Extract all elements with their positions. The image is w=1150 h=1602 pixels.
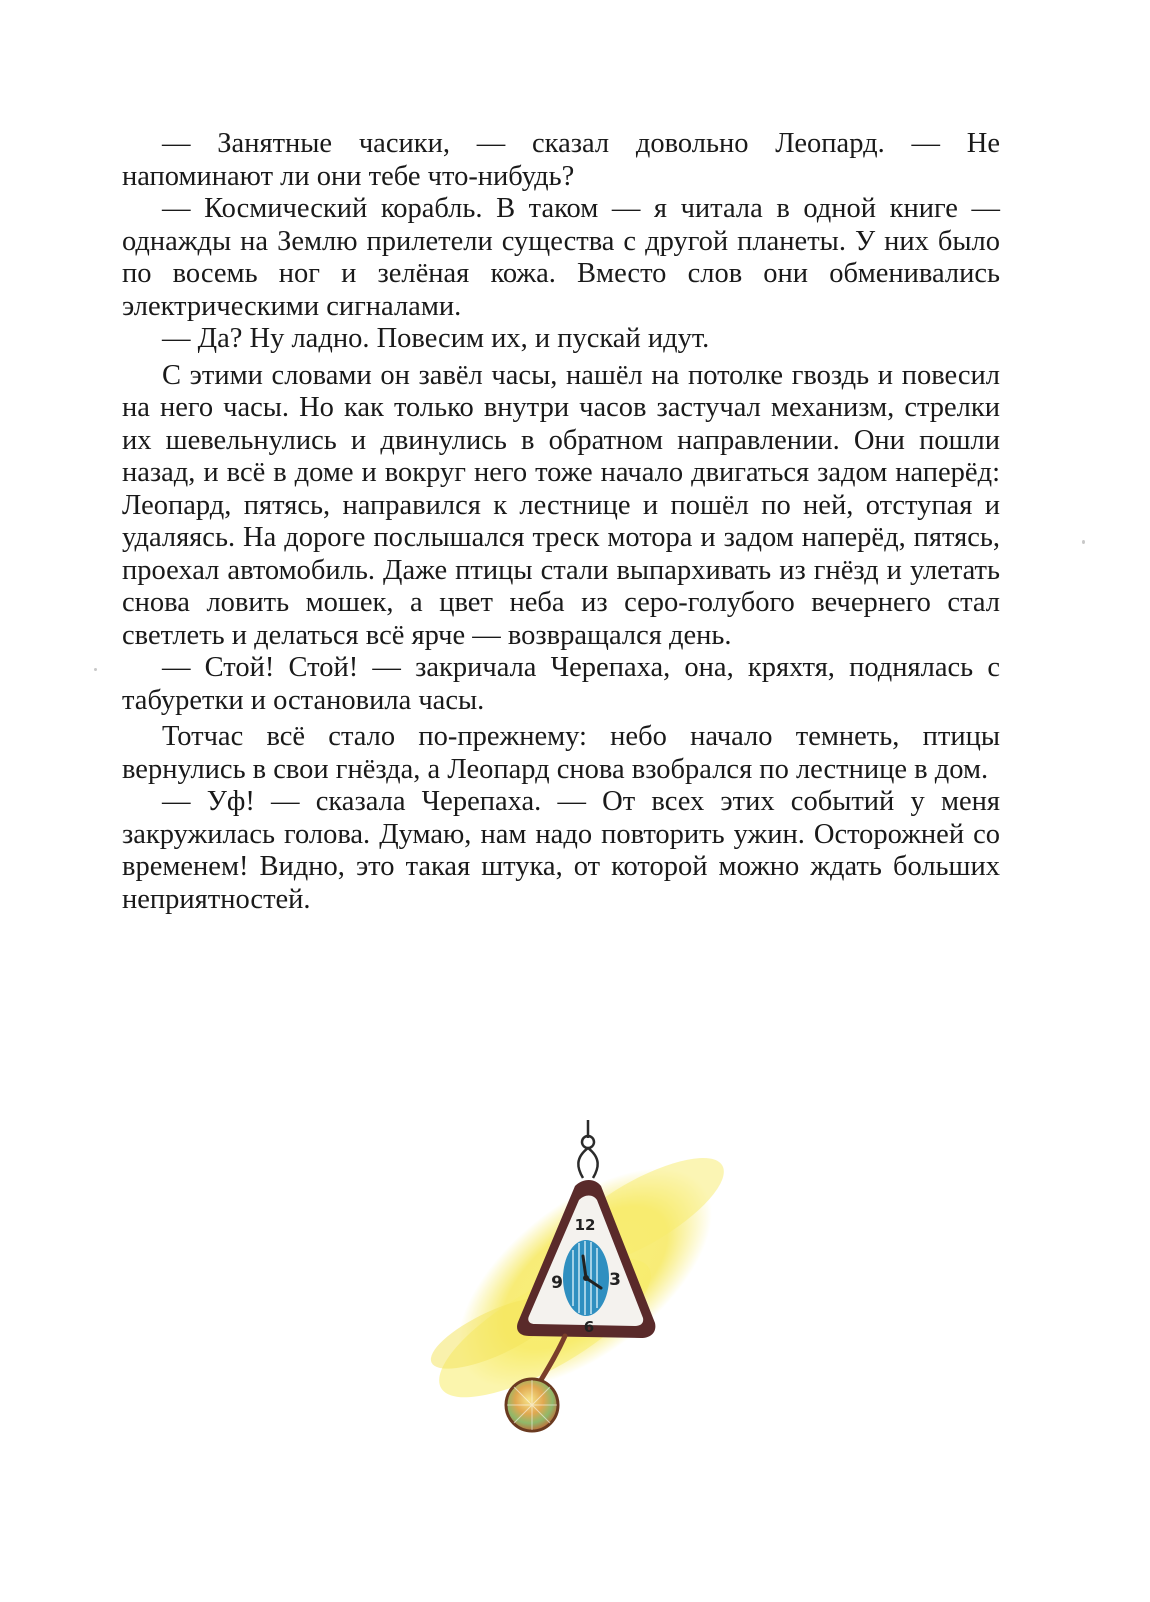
clock-drawing [405, 1118, 745, 1448]
story-text [122, 128, 1000, 916]
numeral-3: 3 [609, 1270, 621, 1290]
paragraph-3: — Да? Ну ладно. Повесим их, и пускай идут. [162, 323, 710, 354]
numeral-6: 6 [583, 1318, 595, 1336]
paragraph-6: Тотчас всё стало по-прежнему: небо начало темнеть, птицы вернулись в свои гнёзда, а Леопард снова взобрался по лестнице в дом. [122, 721, 1000, 785]
paragraph-1: — Занятные часики, — сказал довольно Леопард. — Не напоминают ли они тебе что-нибудь? [122, 128, 1000, 192]
bob-facets [507, 1380, 557, 1430]
hook-chain [578, 1120, 597, 1178]
paragraph-5: — Стой! Стой! — закричала Черепаха, она, кряхтя, поднялась с табуретки и остановила часы. [122, 652, 1000, 716]
paragraph-4: С этими словами он завёл часы, нашёл на потолке гвоздь и повесил на него часы. Но как только внутри часов застучал механизм, стрелки их шевельнулись и двинулись в обратном направлении. Они пошли назад, и всё в доме и вокруг него тоже начало двигаться задом наперёд: Леопард, пятясь, направился к лестнице и пошёл по ней, отступая и удаляясь. На дороге послышался треск мотора и задом наперёд, пятясь, проехал автомобиль. Даже птицы стали выпархивать из гнёзд и улетать снова ловить мошек, а цвет неба из серо-голубого вечернего стал светлеть и делаться всё ярче — возвращался день. [122, 359, 1000, 651]
paper-speck [94, 668, 97, 671]
paragraph-2: — Космический корабль. В таком — я читала в одной книге — однажды на Землю прилетели существа с другой планеты. У них было по восемь ног и зелёная кожа. Вместо слов они обменивались электрическими сигналами. [122, 193, 1000, 322]
paper-speck [1082, 540, 1085, 544]
clock-illustration [405, 1118, 745, 1448]
hand-pivot [583, 1275, 589, 1281]
numeral-9: 9 [551, 1273, 563, 1293]
paragraph-7: — Уф! — сказала Черепаха. — От всех этих событий у меня закружилась голова. Думаю, нам надо повторить ужин. Осторожней со временем! Видно, это такая штука, от которой можно ждать больших неприятностей. [122, 786, 1000, 915]
numeral-12: 12 [574, 1216, 596, 1234]
